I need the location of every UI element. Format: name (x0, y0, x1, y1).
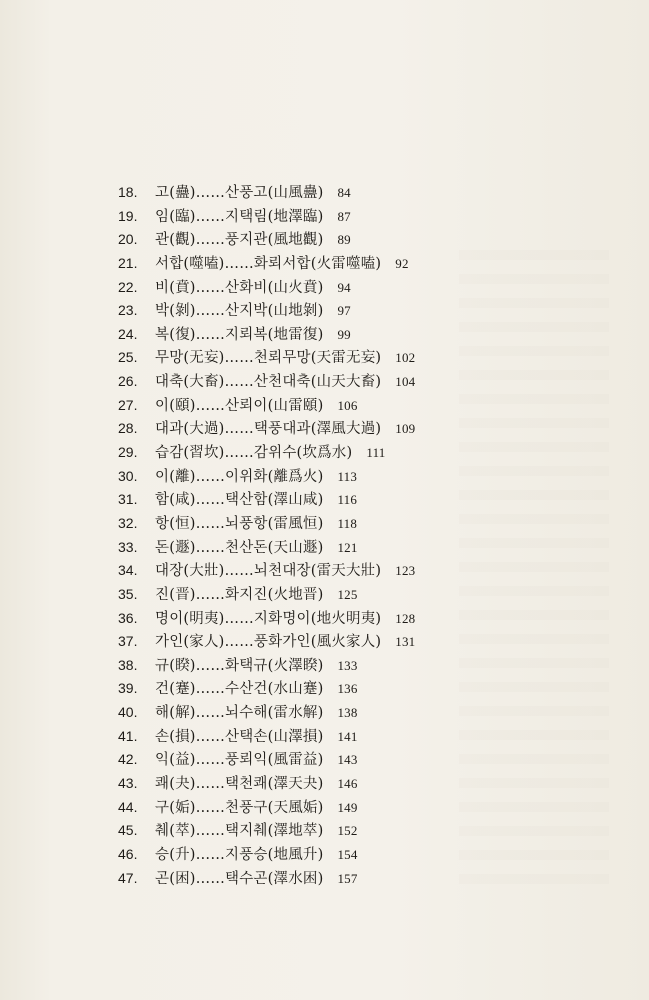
entry-label: 관(觀)……풍지관(風地觀) (155, 232, 324, 249)
entry-label: 명이(明夷)……지화명이(地火明夷) (155, 610, 382, 627)
toc-entry (118, 607, 638, 631)
entry-number: 23. (118, 302, 138, 319)
entry-page-number: 154 (337, 846, 358, 862)
entry-number: 36. (118, 609, 138, 626)
entry-label: 해(解)……뇌수해(雷水解) (155, 705, 324, 722)
toc-entry (118, 488, 638, 512)
entry-page-number: 84 (337, 185, 351, 200)
entry-number: 22. (118, 278, 138, 295)
entry-number: 38. (118, 656, 138, 673)
entry-page-number: 121 (337, 539, 358, 555)
entry-page-number: 118 (337, 515, 358, 531)
entry-number: 27. (118, 396, 138, 413)
entry-title (155, 205, 351, 230)
entry-title (155, 701, 358, 726)
toc-entry (118, 370, 638, 394)
entry-title (155, 417, 415, 442)
entry-page-number: 99 (337, 326, 351, 342)
entry-title (155, 276, 351, 301)
entry-label: 건(蹇)……수산건(水山蹇) (155, 681, 324, 698)
toc-entry (118, 394, 638, 418)
toc-entry (118, 205, 638, 229)
entry-label: 진(晋)……화지진(火地晋) (155, 586, 324, 603)
entry-number: 26. (118, 373, 138, 390)
entry-number: 19. (118, 207, 138, 224)
toc-entry (118, 441, 638, 465)
entry-label: 항(恒)……뇌풍항(雷風恒) (155, 515, 324, 532)
entry-page-number: 116 (337, 492, 358, 508)
toc-entry (118, 677, 638, 701)
entry-title (155, 181, 351, 206)
toc-entry (118, 536, 638, 560)
entry-title (155, 677, 358, 702)
entry-page-number: 111 (366, 445, 386, 461)
entry-label: 무망(无妄)……천뢰무망(天雷无妄) (155, 350, 382, 367)
entry-page-number: 138 (337, 705, 358, 721)
entry-title (155, 299, 351, 324)
entry-number: 45. (118, 822, 138, 839)
entry-page-number: 102 (395, 350, 416, 366)
entry-label: 대축(大畜)……산천대축(山天大畜) (155, 374, 382, 391)
entry-page-number: 146 (337, 776, 358, 792)
entry-title (155, 536, 358, 561)
entry-title (155, 748, 358, 773)
entry-page-number: 143 (337, 752, 358, 768)
entry-label: 대장(大壯)……뇌천대장(雷天大壯) (155, 563, 382, 580)
toc-entry (118, 796, 638, 820)
entry-label: 가인(家人)……풍화가인(風火家人) (155, 634, 382, 651)
entry-number: 18. (118, 184, 138, 200)
entry-title (155, 867, 358, 892)
entry-title (155, 819, 358, 844)
entry-page-number: 133 (337, 657, 358, 673)
entry-label: 규(睽)……화택규(火澤睽) (155, 657, 324, 674)
entry-number: 35. (118, 585, 138, 602)
entry-label: 승(升)……지풍승(地風升) (155, 846, 324, 863)
entry-page-number: 104 (395, 374, 416, 390)
entry-page-number: 125 (337, 586, 358, 602)
entry-number: 46. (118, 845, 138, 862)
entry-page-number: 128 (395, 610, 416, 626)
entry-number: 31. (118, 491, 138, 508)
entry-number: 44. (118, 798, 138, 815)
toc-entry (118, 725, 638, 749)
toc-entry (118, 819, 638, 843)
entry-label: 이(離)……이위화(離爲火) (155, 468, 324, 485)
entry-number: 24. (118, 325, 138, 342)
toc-entry (118, 630, 638, 654)
entry-page-number: 92 (395, 255, 409, 271)
entry-title (155, 228, 351, 253)
entry-title (155, 323, 351, 348)
entry-label: 이(頤)……산뢰이(山雷頤) (155, 397, 324, 414)
entry-page-number: 97 (337, 303, 351, 319)
entry-label: 쾌(夬)……택천쾌(澤天夬) (155, 776, 324, 793)
toc-entry (118, 559, 638, 583)
entry-number: 28. (118, 420, 138, 437)
entry-title (155, 488, 357, 513)
toc-entry (118, 276, 638, 300)
entry-title (155, 654, 358, 679)
entry-label: 췌(萃)……택지췌(澤地萃) (155, 823, 324, 840)
entry-page-number: 136 (337, 681, 358, 697)
toc-entry (118, 299, 638, 323)
entry-label: 박(剝)……산지박(山地剝) (155, 303, 324, 320)
toc-entry (118, 181, 638, 205)
entry-number: 42. (118, 751, 138, 768)
toc-entry (118, 228, 638, 252)
toc-entry (118, 654, 638, 678)
entry-page-number: 94 (337, 279, 351, 295)
toc-entry (118, 772, 638, 796)
entry-number: 43. (118, 775, 138, 792)
entry-page-number: 89 (337, 232, 351, 248)
entry-page-number: 109 (395, 421, 416, 437)
entry-label: 서합(噬嗑)……화뢰서합(火雷噬嗑) (155, 255, 382, 272)
entry-number: 40. (118, 704, 138, 721)
entry-number: 30. (118, 467, 138, 484)
entry-title (155, 583, 358, 608)
toc-entry (118, 583, 638, 607)
entry-title (155, 796, 358, 821)
entry-number: 47. (118, 869, 138, 886)
entry-label: 구(姤)……천풍구(天風姤) (155, 799, 324, 816)
entry-title (155, 370, 415, 395)
entry-title (155, 725, 358, 750)
entry-title (155, 843, 358, 868)
entry-number: 20. (118, 231, 138, 248)
entry-page-number: 113 (337, 468, 358, 484)
entry-title (155, 394, 358, 419)
toc-entry (118, 748, 638, 772)
entry-title (155, 630, 415, 655)
entry-page-number: 149 (337, 799, 358, 815)
entry-label: 익(益)……풍뢰익(風雷益) (155, 752, 324, 769)
entry-label: 대과(大過)……택풍대과(澤風大過) (155, 421, 382, 438)
entry-page-number: 123 (395, 563, 416, 579)
entry-number: 39. (118, 680, 138, 697)
entry-number: 41. (118, 727, 138, 744)
entry-page-number: 131 (395, 634, 416, 650)
entry-label: 고(蠱)……산풍고(山風蠱) (155, 185, 324, 201)
entry-title (155, 441, 386, 466)
entry-title (155, 346, 415, 371)
entry-page-number: 106 (337, 397, 358, 413)
toc-entry (118, 465, 638, 489)
entry-title (155, 559, 415, 584)
entry-label: 손(損)……산택손(山澤損) (155, 728, 324, 745)
toc-entry (118, 417, 638, 441)
entry-label: 돈(遯)……천산돈(天山遯) (155, 539, 324, 556)
entry-number: 32. (118, 514, 138, 531)
entry-label: 함(咸)……택산함(澤山咸) (155, 492, 324, 509)
entry-title (155, 607, 415, 632)
table-of-contents (118, 181, 638, 890)
entry-page-number: 152 (337, 823, 358, 839)
entry-number: 34. (118, 562, 138, 579)
toc-entry (118, 252, 638, 276)
entry-title (155, 512, 357, 537)
entry-number: 21. (118, 254, 138, 271)
entry-number: 37. (118, 633, 138, 650)
toc-entry (118, 323, 638, 347)
entry-label: 복(復)……지뢰복(地雷復) (155, 326, 324, 343)
entry-number: 29. (118, 444, 138, 461)
entry-number: 25. (118, 349, 138, 366)
entry-label: 습감(習坎)……감위수(坎爲水) (155, 445, 353, 462)
entry-title (155, 772, 358, 797)
entry-title (155, 252, 409, 277)
toc-entry (118, 346, 638, 370)
entry-label: 비(賁)……산화비(山火賁) (155, 279, 324, 296)
toc-entry (118, 701, 638, 725)
entry-page-number: 141 (337, 728, 358, 744)
toc-entry (118, 843, 638, 867)
entry-label: 곤(困)……택수곤(澤水困) (155, 870, 324, 887)
entry-page-number: 87 (337, 208, 351, 224)
entry-number: 33. (118, 538, 138, 555)
toc-entry (118, 867, 638, 891)
toc-entry (118, 512, 638, 536)
entry-label: 임(臨)……지택림(地澤臨) (155, 208, 324, 225)
entry-page-number: 157 (337, 870, 358, 886)
entry-title (155, 465, 357, 490)
